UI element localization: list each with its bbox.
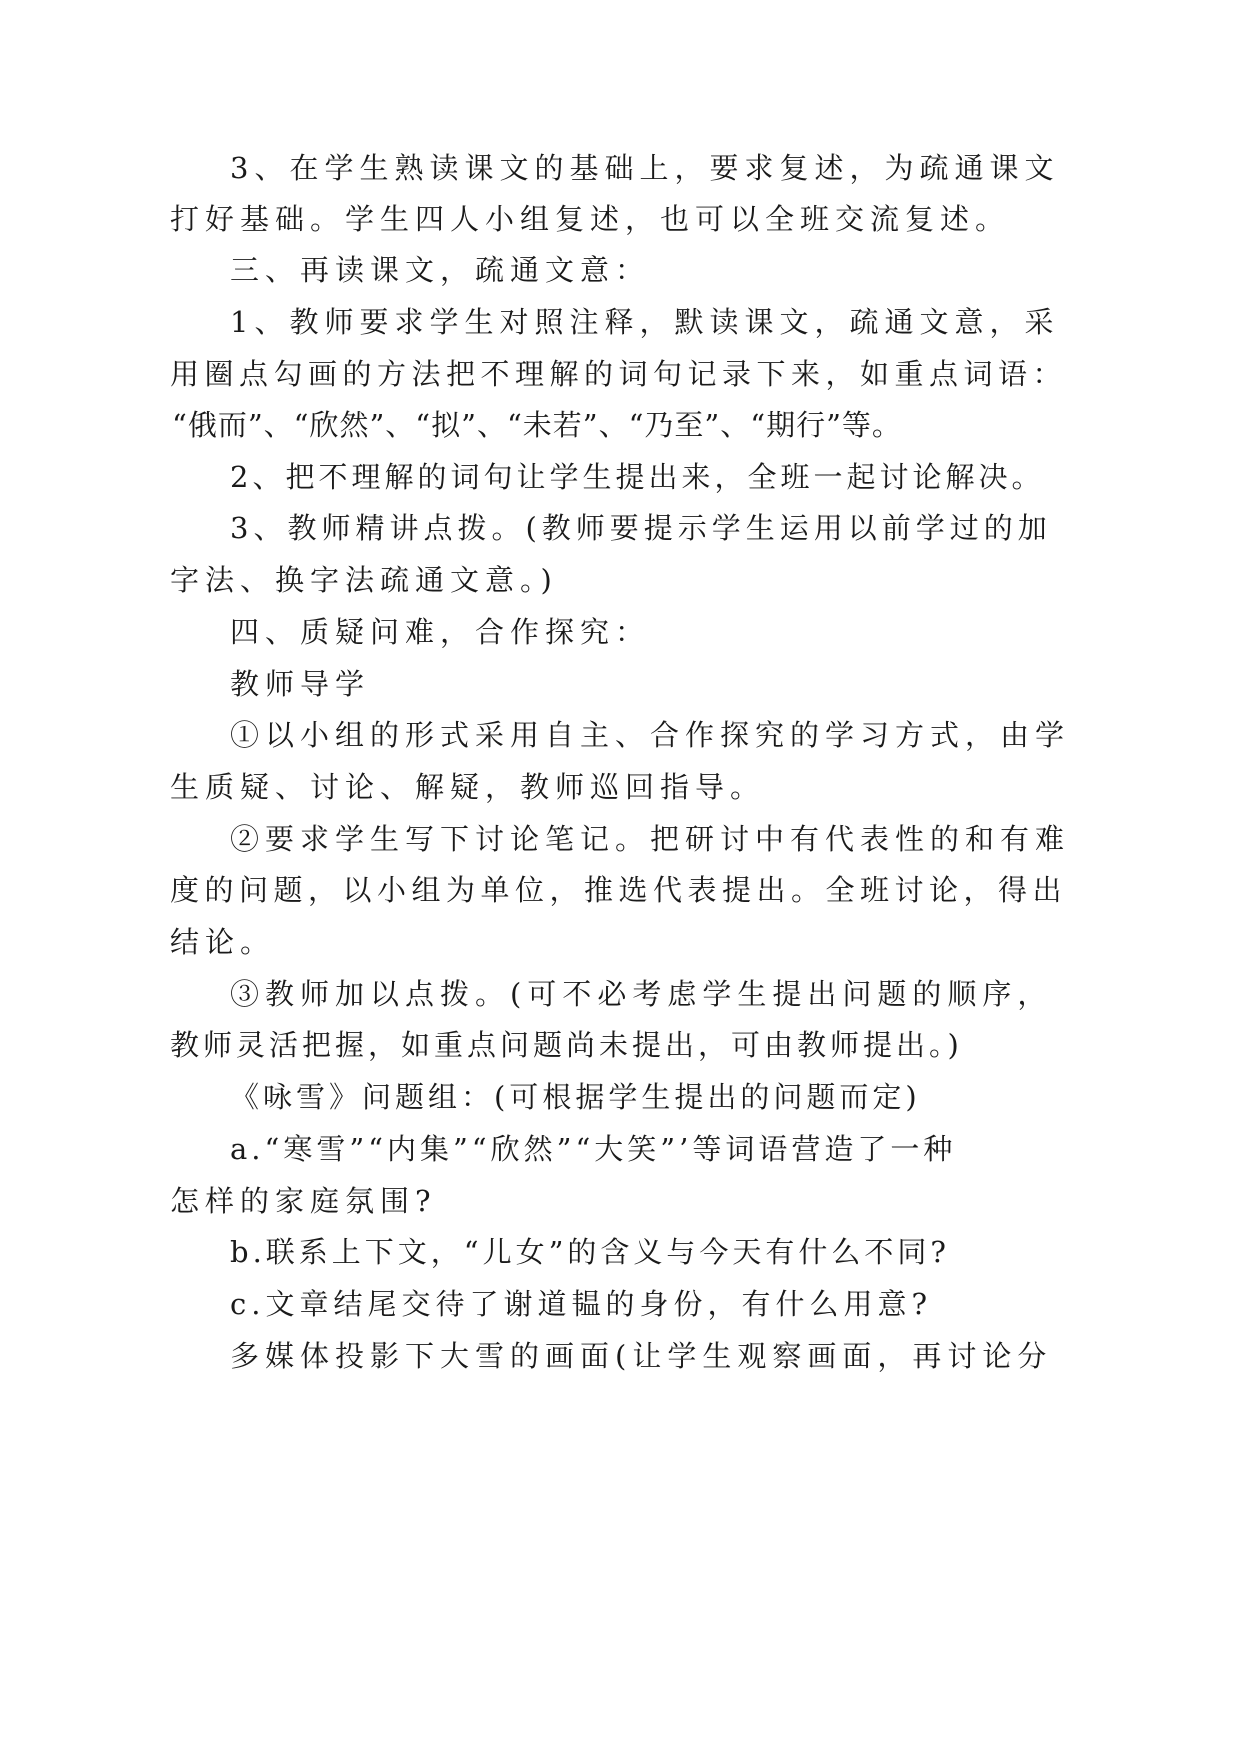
text-line-8: 3、教师精讲点拨。(教师要提示学生运用以前学过的加 <box>230 511 1052 545</box>
text-line-2: 打好基础。学生四人小组复述，也可以全班交流复述。 <box>170 202 1011 236</box>
text-line-20: a.“寒雪”“内集”“欣然”“大笑”’等词语营造了一种 <box>230 1132 957 1166</box>
text-line-18: 教师灵活把握，如重点问题尚未提出，可由教师提出。) <box>170 1028 963 1062</box>
text-line-11: 教师导学 <box>230 667 371 701</box>
text-line-7: 2、把不理解的词句让学生提出来，全班一起讨论解决。 <box>230 460 1045 494</box>
text-line-23: c.文章结尾交待了谢道韫的身份，有什么用意? <box>230 1287 933 1321</box>
text-line-21: 怎样的家庭氛围? <box>170 1184 437 1218</box>
text-line-15: 度的问题，以小组为单位，推选代表提出。全班讨论，得出 <box>170 873 1068 907</box>
text-line-13: 生质疑、讨论、解疑，教师巡回指导。 <box>170 770 766 804</box>
text-line-4: 1、教师要求学生对照注释，默读课文，疏通文意，采 <box>230 305 1060 339</box>
text-line-5: 用圈点勾画的方法把不理解的词句记录下来，如重点词语： <box>170 357 1068 391</box>
section-heading-inquiry: 四、质疑问难，合作探究： <box>230 615 651 649</box>
text-line-6: “俄而”、“欣然”、“拟”、“未若”、“乃至”、“期行”等。 <box>172 408 902 442</box>
section-heading-reread: 三、再读课文，疏通文意： <box>230 253 651 287</box>
text-line-22: b.联系上下文，“儿女”的含义与今天有什么不同? <box>230 1235 950 1269</box>
text-line-1: 3、在学生熟读课文的基础上，要求复述，为疏通课文 <box>230 151 1060 185</box>
text-line-24: 多媒体投影下大雪的画面(让学生观察画面，再讨论分 <box>230 1339 1053 1373</box>
text-line-19: 《咏雪》问题组：(可根据学生提出的问题而定) <box>230 1080 921 1114</box>
text-line-14: ②要求学生写下讨论笔记。把研讨中有代表性的和有难 <box>230 822 1071 856</box>
text-line-12: ①以小组的形式采用自主、合作探究的学习方式，由学 <box>230 718 1071 752</box>
text-line-17: ③教师加以点拨。(可不必考虑学生提出问题的顺序， <box>230 977 1053 1011</box>
text-line-16: 结论。 <box>170 925 276 959</box>
text-line-9: 字法、换字法疏通文意。) <box>170 563 558 597</box>
